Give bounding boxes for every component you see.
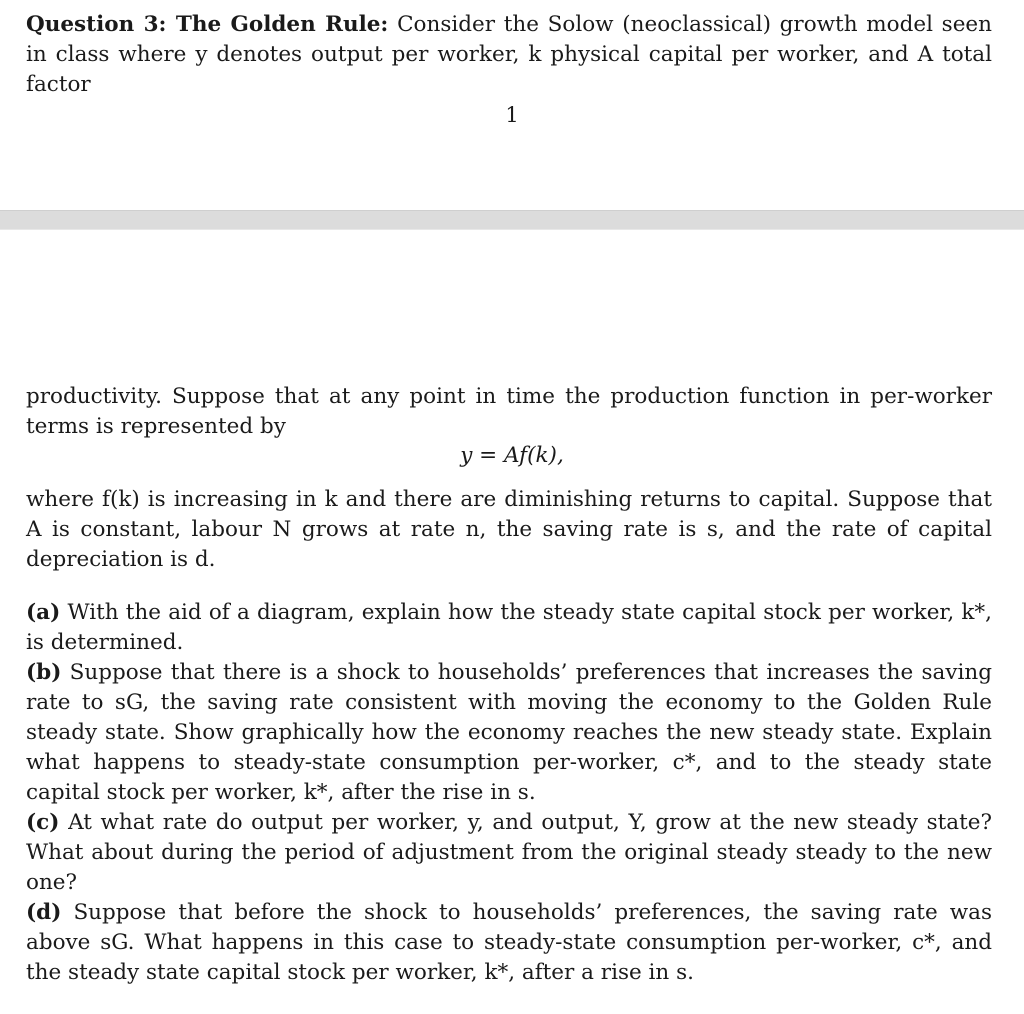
part-text: Suppose that there is a shock to households’ preferences that increases the saving rate to sG, the saving rate consistent with moving the economy to the Golden Rule steady state. Show graphically how the economy reaches the new steady state. Explain what happens to steady-state consumption per-worker, c*, and to the steady state capital stock per worker, k*, after the rise in s. xyxy=(26,660,992,805)
question-intro-part2: productivity. Suppose that at any point in time the production function in per-worker terms is represented by xyxy=(26,384,992,439)
part-label: (b) xyxy=(26,660,62,685)
page-separator xyxy=(0,210,1024,230)
assumptions-paragraph xyxy=(26,485,992,575)
question-intro-top xyxy=(26,10,992,100)
part-b xyxy=(26,658,992,808)
assumptions-text: where f(k) is increasing in k and there are diminishing returns to capital. Suppose that A is constant, labour N grows at rate n, the saving rate is s, and the rate of capital depreciation is d. xyxy=(26,487,992,572)
question-intro-continued xyxy=(26,382,992,442)
question-parts xyxy=(26,598,992,988)
part-c xyxy=(26,808,992,898)
part-text: With the aid of a diagram, explain how the steady state capital stock per worker, k*, is determined. xyxy=(26,600,992,655)
question-heading: Question 3: The Golden Rule: xyxy=(26,12,389,37)
part-label: (c) xyxy=(26,810,60,835)
production-function-equation: y = Af(k), xyxy=(460,443,564,468)
question-intro-part1: Consider the Solow (neoclassical) growth model seen in class where y denotes output per worker, k physical capital per worker, and A total factor xyxy=(26,12,992,97)
part-a xyxy=(26,598,992,658)
part-label: (a) xyxy=(26,600,61,625)
page-1 xyxy=(0,0,1024,210)
part-d xyxy=(26,898,992,988)
page-number: 1 xyxy=(505,103,519,127)
part-label: (d) xyxy=(26,900,62,925)
part-text: Suppose that before the shock to households’ preferences, the saving rate was above sG. What happens in this case to steady-state consumption per-worker, c*, and the steady state capital stock per worker, k*, after a rise in s. xyxy=(26,900,992,985)
part-text: At what rate do output per worker, y, and output, Y, grow at the new steady state? What about during the period of adjustment from the original steady steady to the new one? xyxy=(26,810,992,895)
